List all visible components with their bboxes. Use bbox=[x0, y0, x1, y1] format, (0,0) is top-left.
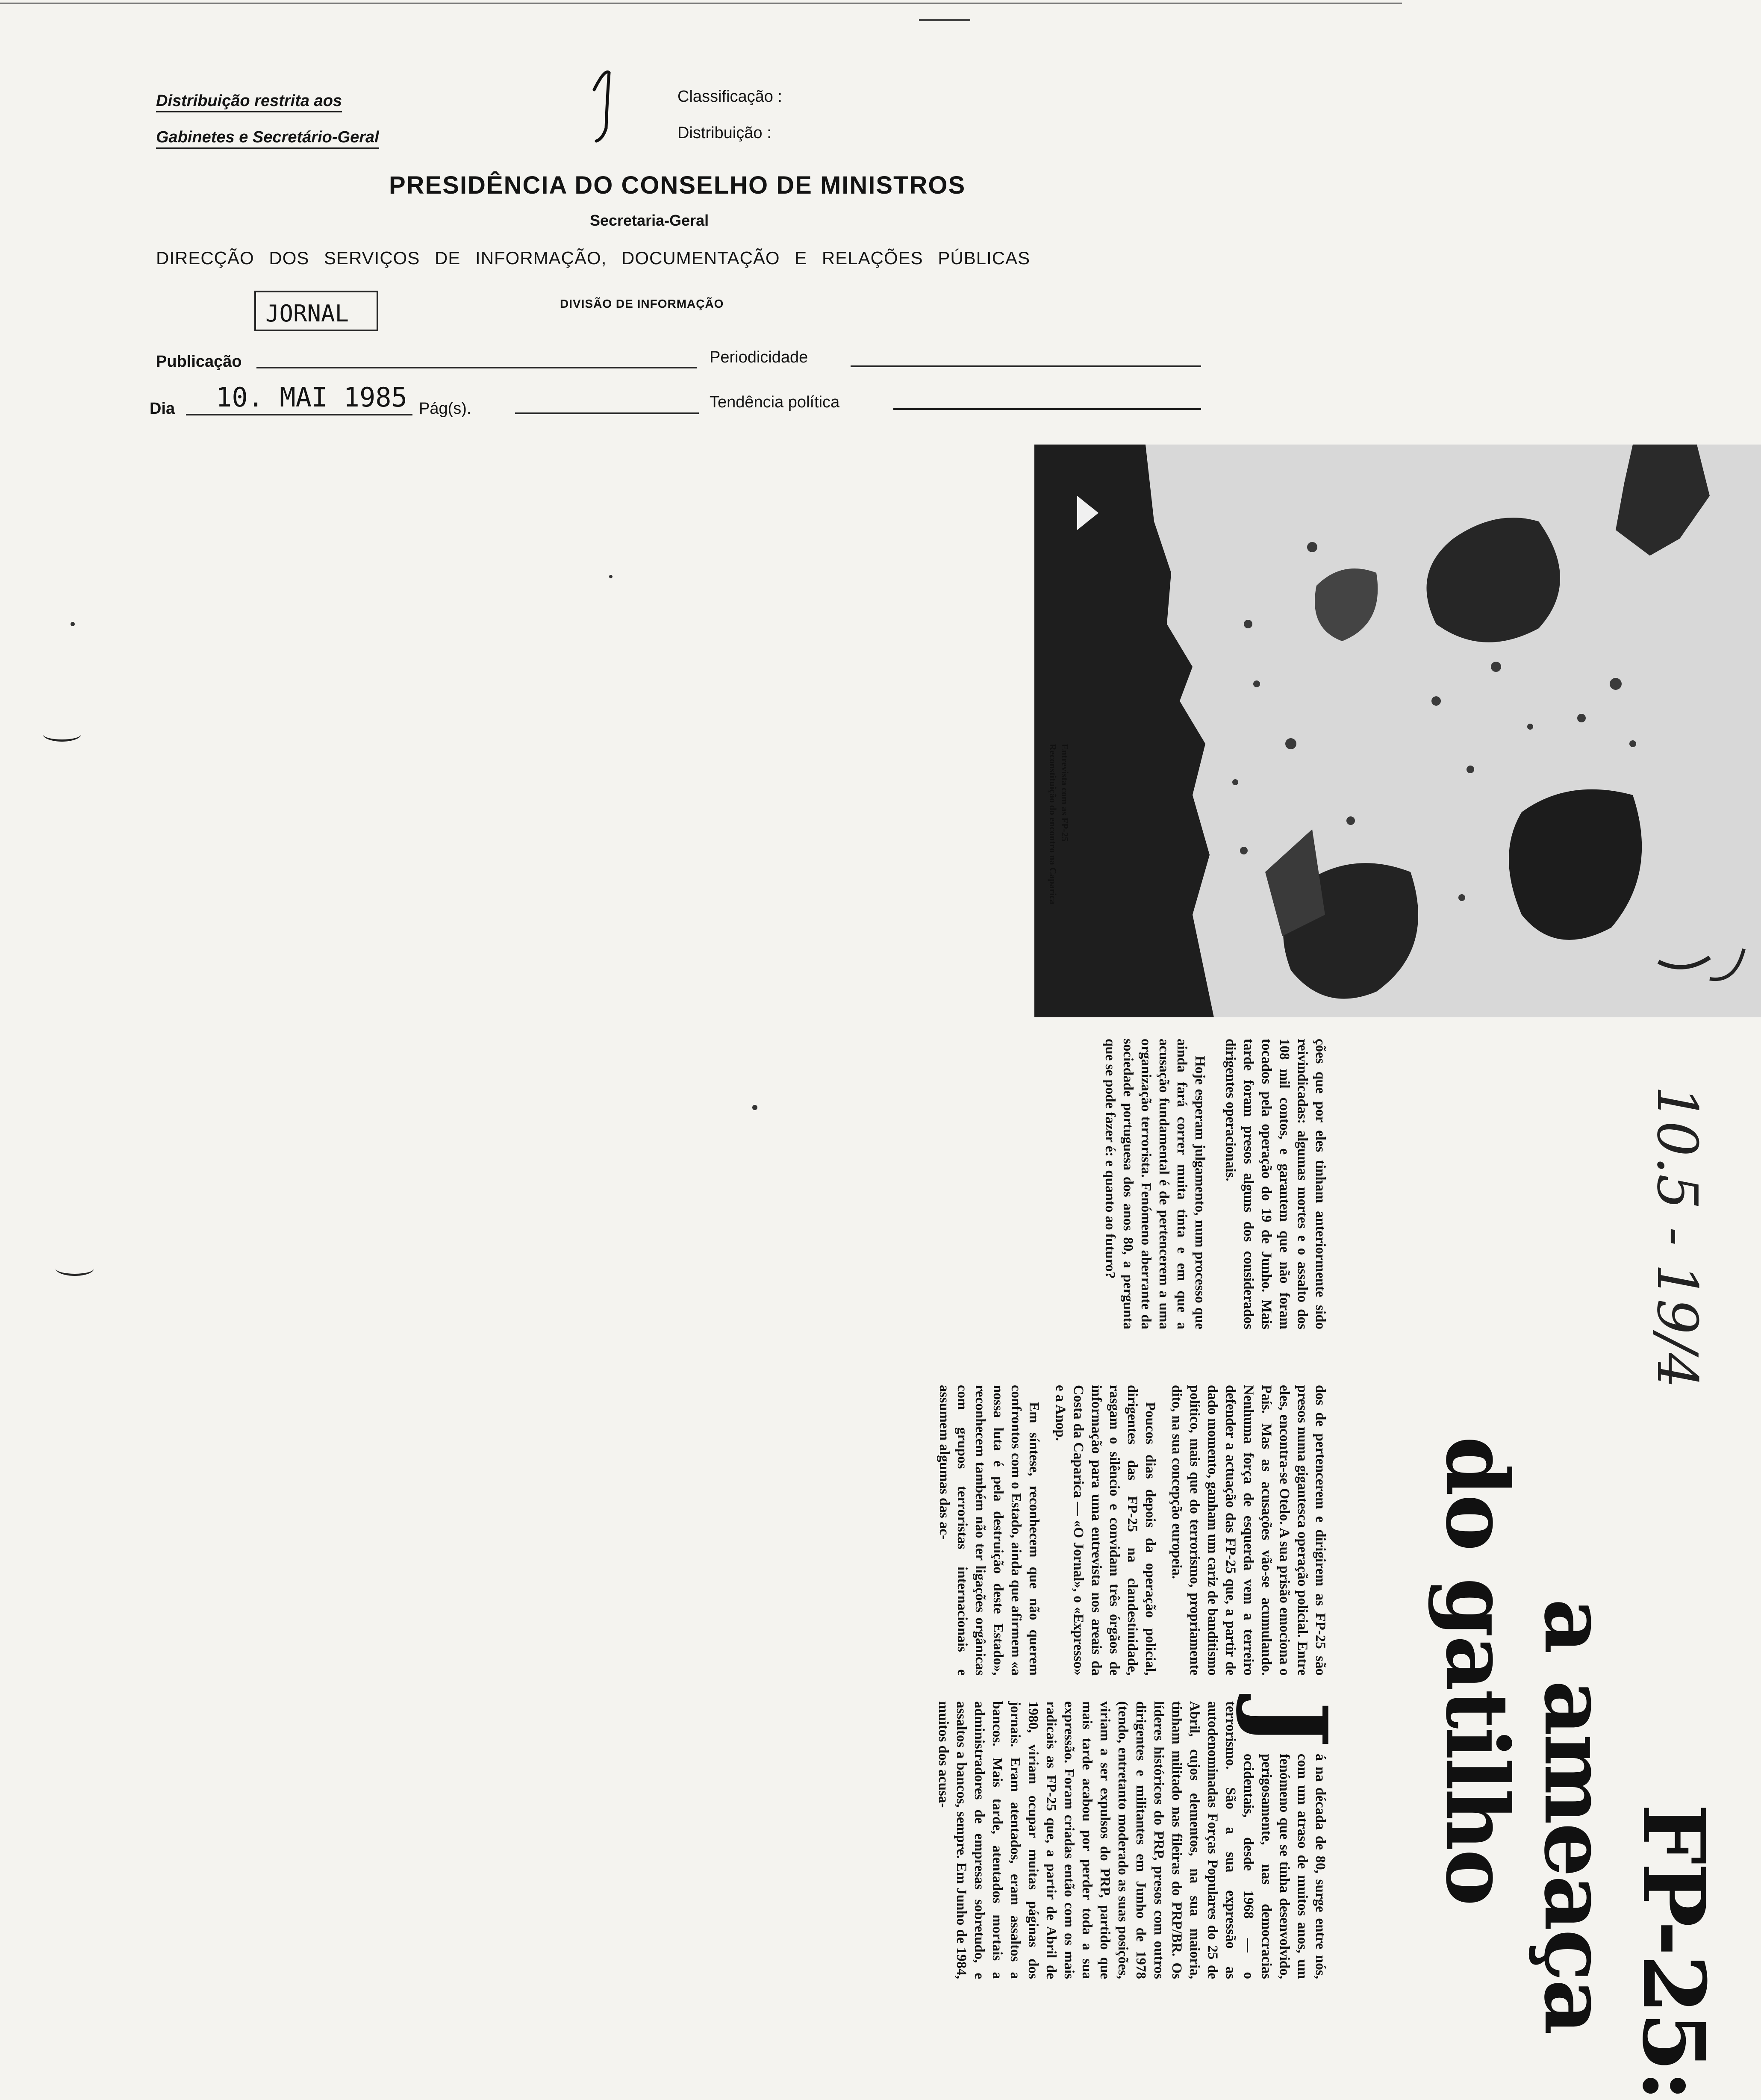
periodicidade-label: Periodicidade bbox=[710, 348, 808, 366]
article-column-2 bbox=[935, 1385, 1329, 1676]
article-dropcap: J bbox=[1233, 1701, 1349, 1748]
article-col2-p2: Poucos dias depois da operação policial, dirigentes das FP-25 na clandestinidade, rasgam o silêncio e convidam três órgãos de informação para uma entrevista nos areais da Costa da Caparica — «O Jornal», o «Expresso» e a Anop. bbox=[1053, 1385, 1158, 1676]
top-right-scribble bbox=[919, 19, 970, 21]
speck-3 bbox=[609, 575, 613, 578]
clipping-photo bbox=[1034, 445, 1761, 1017]
article-column-1 bbox=[934, 1701, 1349, 1979]
article-col2-p3: Em síntese, reconhecem que não querem confrontos com o Estado, ainda que afirmem «a nossa luta é pela destruição deste Estado», reconhecem também não ter ligações orgânicas com grupos terroristas internacionais e assumem algumas das ac- bbox=[936, 1385, 1042, 1676]
headline-line-2: a ameaça bbox=[1525, 1599, 1626, 2033]
pags-field bbox=[515, 412, 699, 414]
photo-caption-line-1: Entrevista com as FP-25 bbox=[1060, 744, 1070, 842]
dia-value: 10. MAI 1985 bbox=[216, 382, 407, 413]
speck-1 bbox=[71, 622, 75, 626]
photo-caption-line-2: Reconstituição do encontro na Caparica bbox=[1048, 744, 1058, 905]
handwritten-note: 10.5 - 19/4 bbox=[1645, 1086, 1710, 1388]
divisao-label: DIVISÃO DE INFORMAÇÃO bbox=[560, 297, 724, 310]
margin-mark-1 bbox=[43, 727, 81, 742]
publicacao-field bbox=[256, 367, 697, 368]
margin-mark-2 bbox=[56, 1261, 94, 1276]
distribuicao-label: Distribuição : bbox=[677, 124, 772, 142]
headline-line-1: FP-25: bbox=[1623, 1804, 1724, 2100]
periodicidade-field bbox=[851, 365, 1201, 367]
photo-caption bbox=[1047, 744, 1071, 904]
classificacao-label: Classificação : bbox=[677, 88, 782, 106]
secretaria-subtitle: Secretaria-Geral bbox=[590, 212, 709, 229]
headline-line-3: do gatilho bbox=[1427, 1436, 1527, 1905]
dia-label: Dia bbox=[150, 400, 175, 418]
handwritten-number bbox=[586, 64, 620, 145]
publicacao-label: Publicação bbox=[156, 353, 242, 371]
jornal-stamp bbox=[254, 291, 378, 331]
speck-2 bbox=[752, 1105, 757, 1110]
article-col2-p1: dos de pertencerem e dirigirem as FP-25 são presos numa gigantesca operação policial. Entre eles, encontra-se Otelo. A sua prisão emociona o País. Mas as acusações vão-se acumulando. Nenhuma força de esquerda vem a terreiro defender a actuação das FP-25 que, a partir de dado momento, ganham um cariz de banditismo político, mais que do terrorismo, propriamente dito, na sua concepção europeia. bbox=[1169, 1385, 1328, 1676]
jornal-stamp-text: JORNAL bbox=[265, 300, 349, 327]
article-col1-p1: á na década de 80, surge entre nós, com um atraso de muitos anos, um fenómeno que se tinha desenvolvido, perigosamente, nas democracias ocidentais, desde 1968 — o terrorismo. São a sua expressão as autodenominadas Forças Populares do 25 de Abril, cujos elementos, na sua maioria, tinham militado nas fileiras do PRP/BR. Os líderes históricos do PRP, presos com outros dirigentes e militantes em Junho de 1978 (tendo, entretanto moderado as suas posições, viriam a ser expulsos do PRP, partido que mais tarde acabou por perder toda a sua expressão. Foram criadas então com os mais radicais as FP-25 que, a partir de Abril de 1980, viriam ocupar muitas páginas dos jornais. Eram atentados, eram assaltos a bancos. Mais tarde, atentados mortais a administradores de empresas sobretudo, e assaltos a bancos, sempre. Em Junho de 1984, muitos dos acusa- bbox=[936, 1701, 1328, 1979]
dia-field bbox=[186, 414, 412, 415]
distribution-line-2: Gabinetes e Secretário-Geral bbox=[156, 128, 379, 149]
article-headline bbox=[1428, 1436, 1723, 2100]
tendencia-label: Tendência política bbox=[710, 393, 840, 411]
distribution-line-1: Distribuição restrita aos bbox=[156, 92, 342, 112]
top-rule bbox=[0, 3, 1402, 4]
article-column-3 bbox=[1101, 1039, 1329, 1329]
newspaper-clipping bbox=[936, 445, 1761, 2100]
pags-label: Pág(s). bbox=[419, 400, 471, 418]
direccao-line: DIRECÇÃO DOS SERVIÇOS DE INFORMAÇÃO, DOCUMENTAÇÃO E RELAÇÕES PÚBLICAS bbox=[156, 248, 1031, 268]
article-col3-p1: ções que por eles tinham anteriormente sido reivindicadas: algumas mortes e o assalto dos 108 mil contos, e garantem que não foram tocados pela operação do 19 de Junho. Mais tarde foram presos alguns dos considerados dirigentes operacionais. bbox=[1223, 1039, 1328, 1329]
article-col3-p2: Hoje esperam julgamento, num processo que ainda fará correr muita tinta e em que a acusação fundamental é de pertencerem a uma organização terrorista. Fenómeno aberrante da sociedade portuguesa dos anos 80, a pergunta que se pode fazer é: e quanto ao futuro? bbox=[1102, 1039, 1207, 1329]
presidencia-title: PRESIDÊNCIA DO CONSELHO DE MINISTROS bbox=[389, 171, 966, 199]
tendencia-field bbox=[893, 408, 1201, 410]
